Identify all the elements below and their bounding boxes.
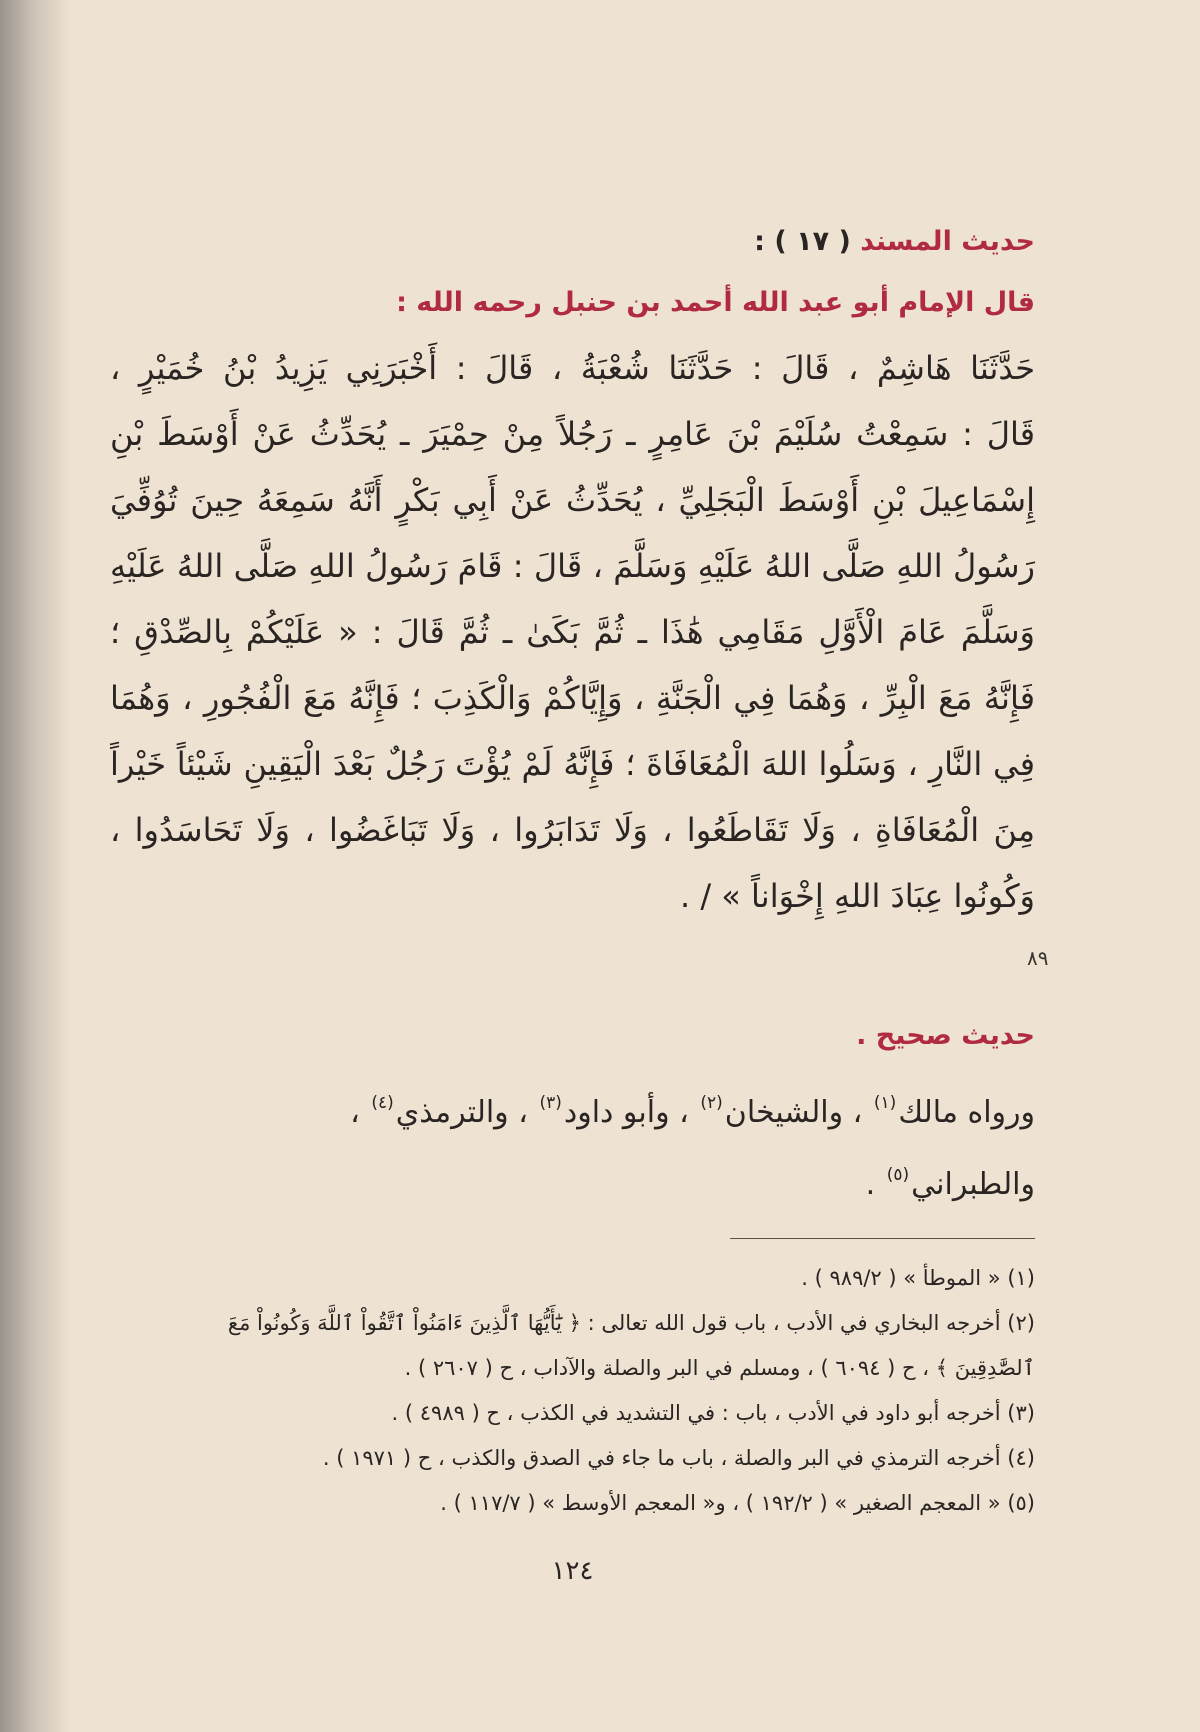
page-number: ١٢٤ xyxy=(551,1556,594,1586)
body-line-5: وَسَلَّمَ عَامَ الْأَوَّلِ مَقَامِي هَٰذَا ـ ثُمَّ بَكَىٰ ـ ثُمَّ قَالَ : « عَلَيْكُمْ بِالصِّدْقِ ؛ xyxy=(110,613,1035,651)
grade-heading: حديث صحيح . xyxy=(856,1020,1035,1051)
hadith-number: ( ١٧ ) : xyxy=(754,226,851,257)
footnote-ref-1: (١) xyxy=(873,1093,897,1113)
footnote-1: (١) « الموطأ » ( ٩٨٩/٢ ) . xyxy=(801,1266,1035,1290)
narrator-abu-dawud: ، وأبو داود xyxy=(563,1095,689,1130)
narrators-line-1 xyxy=(350,1093,1035,1130)
narrators-period: . xyxy=(865,1167,876,1202)
chain-heading: قال الإمام أبو عبد الله أحمد بن حنبل رحمه الله : xyxy=(396,287,1035,318)
footnote-5: (٥) « المعجم الصغير » ( ١٩٢/٢ ) ، و« المعجم الأوسط » ( ١١٧/٧ ) . xyxy=(440,1491,1035,1515)
hadith-heading xyxy=(754,226,1035,257)
body-line-8: مِنَ الْمُعَافَاةِ ، وَلَا تَقَاطَعُوا ، وَلَا تَدَابَرُوا ، وَلَا تَبَاغَضُوا ، وَلَا تَحَاسَدُوا ، xyxy=(110,811,1035,849)
footnote-3: (٣) أخرجه أبو داود في الأدب ، باب : في التشديد في الكذب ، ح ( ٤٩٨٩ ) . xyxy=(391,1401,1035,1425)
footnote-2-cont: ٱلصَّٰدِقِينَ ﴾ ، ح ( ٦٠٩٤ ) ، ومسلم في البر والصلة والآداب ، ح ( ٢٦٠٧ ) . xyxy=(404,1356,1035,1380)
narrator-tabarani: والطبراني xyxy=(911,1167,1035,1202)
body-line-7: فِي النَّارِ ، وَسَلُوا اللهَ الْمُعَافَاةَ ؛ فَإِنَّهُ لَمْ يُؤْتَ رَجُلٌ بَعْدَ الْيَقِينِ شَيْئاً خَيْراً xyxy=(110,745,1035,783)
body-line-6: فَإِنَّهُ مَعَ الْبِرِّ ، وَهُمَا فِي الْجَنَّةِ ، وَإِيَّاكُمْ وَالْكَذِبَ ؛ فَإِنَّهُ مَعَ الْفُجُورِ ، وَهُمَا xyxy=(110,679,1035,717)
narrators-line-2 xyxy=(866,1165,1035,1202)
body-line-9: وَكُونُوا عِبَادَ اللهِ إِخْوَاناً » / . xyxy=(680,877,1035,915)
page-gutter-shadow xyxy=(0,0,70,1732)
footnote-divider xyxy=(730,1238,1035,1239)
margin-page-reference: ٨٩ xyxy=(1027,946,1049,970)
body-line-2: قَالَ : سَمِعْتُ سُلَيْمَ بْنَ عَامِرٍ ـ رَجُلاً مِنْ حِمْيَرَ ـ يُحَدِّثُ عَنْ أَوْسَطَ بْنِ xyxy=(110,415,1035,453)
footnote-4: (٤) أخرجه الترمذي في البر والصلة ، باب ما جاء في الصدق والكذب ، ح ( ١٩٧١ ) . xyxy=(322,1446,1035,1470)
narrators-comma: ، xyxy=(350,1095,360,1130)
footnote-ref-2: (٢) xyxy=(700,1093,723,1113)
body-line-4: رَسُولُ اللهِ صَلَّى اللهُ عَلَيْهِ وَسَلَّمَ ، قَالَ : قَامَ رَسُولُ اللهِ صَلَّى اللهُ عَلَيْهِ xyxy=(110,547,1035,585)
narrator-shaykhan: ، والشيخان xyxy=(724,1095,863,1130)
hadith-heading-label: حديث المسند xyxy=(860,226,1035,257)
footnote-2: (٢) أخرجه البخاري في الأدب ، باب قول الله تعالى : ﴿ يَٰٓأَيُّهَا ٱلَّذِينَ ءَامَنُواْ ٱتَّقُواْ ٱللَّهَ وَكُونُواْ مَعَ xyxy=(227,1311,1035,1335)
book-page xyxy=(110,0,1035,1732)
footnote-ref-5: (٥) xyxy=(886,1165,910,1185)
body-line-3: إِسْمَاعِيلَ بْنِ أَوْسَطَ الْبَجَلِيِّ ، يُحَدِّثُ عَنْ أَبِي بَكْرٍ أَنَّهُ سَمِعَهُ حِينَ تُوُفِّيَ xyxy=(110,481,1035,519)
narrator-tirmidhi: ، والترمذي xyxy=(395,1095,528,1130)
footnote-ref-3: (٣) xyxy=(539,1093,562,1113)
body-line-1: حَدَّثَنَا هَاشِمٌ ، قَالَ : حَدَّثَنَا شُعْبَةُ ، قَالَ : أَخْبَرَنِي يَزِيدُ بْنُ خُمَيْرٍ ، xyxy=(110,349,1035,387)
footnote-ref-4: (٤) xyxy=(371,1093,394,1113)
narrator-malik: ورواه مالك xyxy=(898,1095,1035,1130)
